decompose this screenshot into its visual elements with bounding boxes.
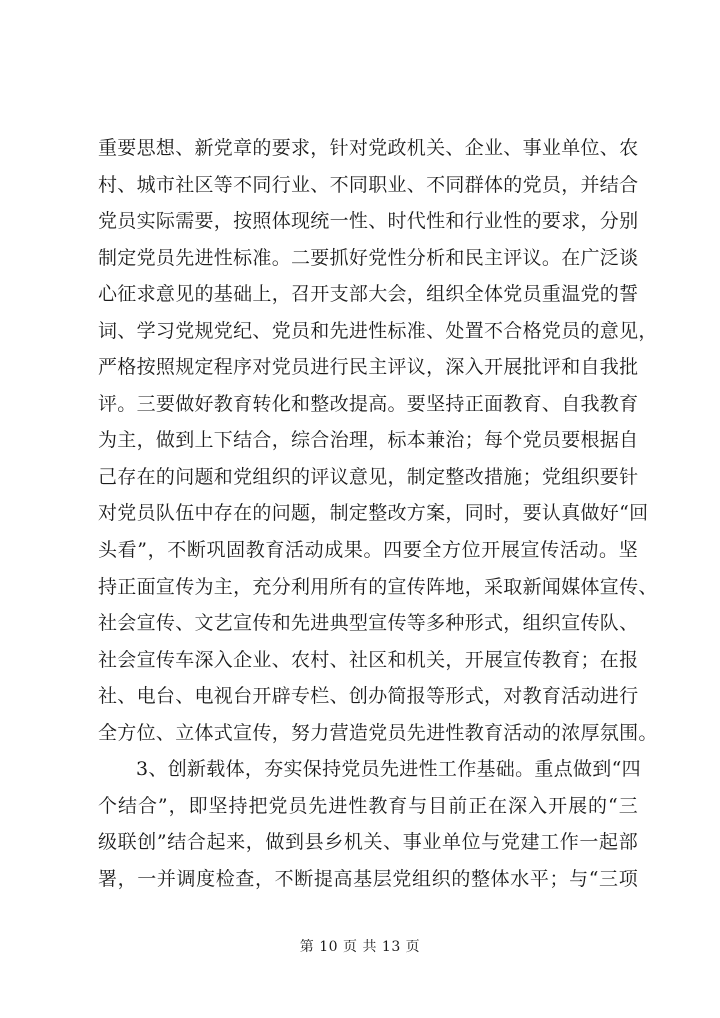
text-line: 社会宣传车深入企业、农村、社区和机关，开展宣传教育；在报 [98, 648, 639, 671]
paragraph-end-line: 全方位、立体式宣传，努力营造党员先进性教育活动的浓厚氛围。 [98, 721, 658, 744]
text-line: 严格按照规定程序对党员进行民主评议，深入开展批评和自我批 [98, 356, 639, 379]
text-line: 评。三要做好教育转化和整改提高。要坚持正面教育、自我教育 [98, 392, 639, 415]
text-line: 重要思想、新党章的要求，针对党政机关、企业、事业单位、农 [98, 137, 639, 159]
text-line: 级联创”结合起来，做到县乡机关、事业单位与党建工作一起部 [98, 831, 638, 854]
paragraph-start-line: 3、创新载体，夯实保持党员先进性工作基础。重点做到“四 [136, 758, 641, 781]
text-line: 己存在的问题和党组织的评议意见，制定整改措施；党组织要针 [98, 465, 639, 488]
text-line: 持正面宣传为主，充分利用所有的宣传阵地，采取新闻媒体宣传、 [98, 575, 658, 598]
text-line: 村、城市社区等不同行业、不同职业、不同群体的党员，并结合 [98, 173, 639, 196]
page-number-footer: 第 10 页 共 13 页 [299, 939, 421, 955]
text-line: 署，一并调度检查，不断提高基层党组织的整体水平；与“三项 [98, 867, 638, 890]
text-line: 头看”，不断巩固教育活动成果。四要全方位开展宣传活动。坚 [98, 539, 638, 562]
text-line: 个结合”，即坚持把党员先进性教育与目前正在深入开展的“三 [98, 794, 638, 817]
text-line: 心征求意见的基础上，召开支部大会，组织全体党员重温党的誓 [98, 283, 639, 306]
text-line: 社、电台、电视台开辟专栏、创办简报等形式，对教育活动进行 [98, 685, 639, 708]
body-text [98, 130, 658, 897]
text-line: 对党员队伍中存在的问题，制定整改方案，同时，要认真做好“回 [98, 502, 649, 525]
text-line: 制定党员先进性标准。二要抓好党性分析和民主评议。在广泛谈 [98, 246, 639, 269]
text-line: 社会宣传、文艺宣传和先进典型宣传等多种形式，组织宣传队、 [98, 612, 639, 635]
text-line: 为主，做到上下结合，综合治理，标本兼治；每个党员要根据自 [98, 429, 639, 452]
text-line: 词、学习党规党纪、党员和先进性标准、处置不合格党员的意见， [98, 319, 658, 342]
text-line: 党员实际需要，按照体现统一性、时代性和行业性的要求，分别 [98, 210, 639, 233]
